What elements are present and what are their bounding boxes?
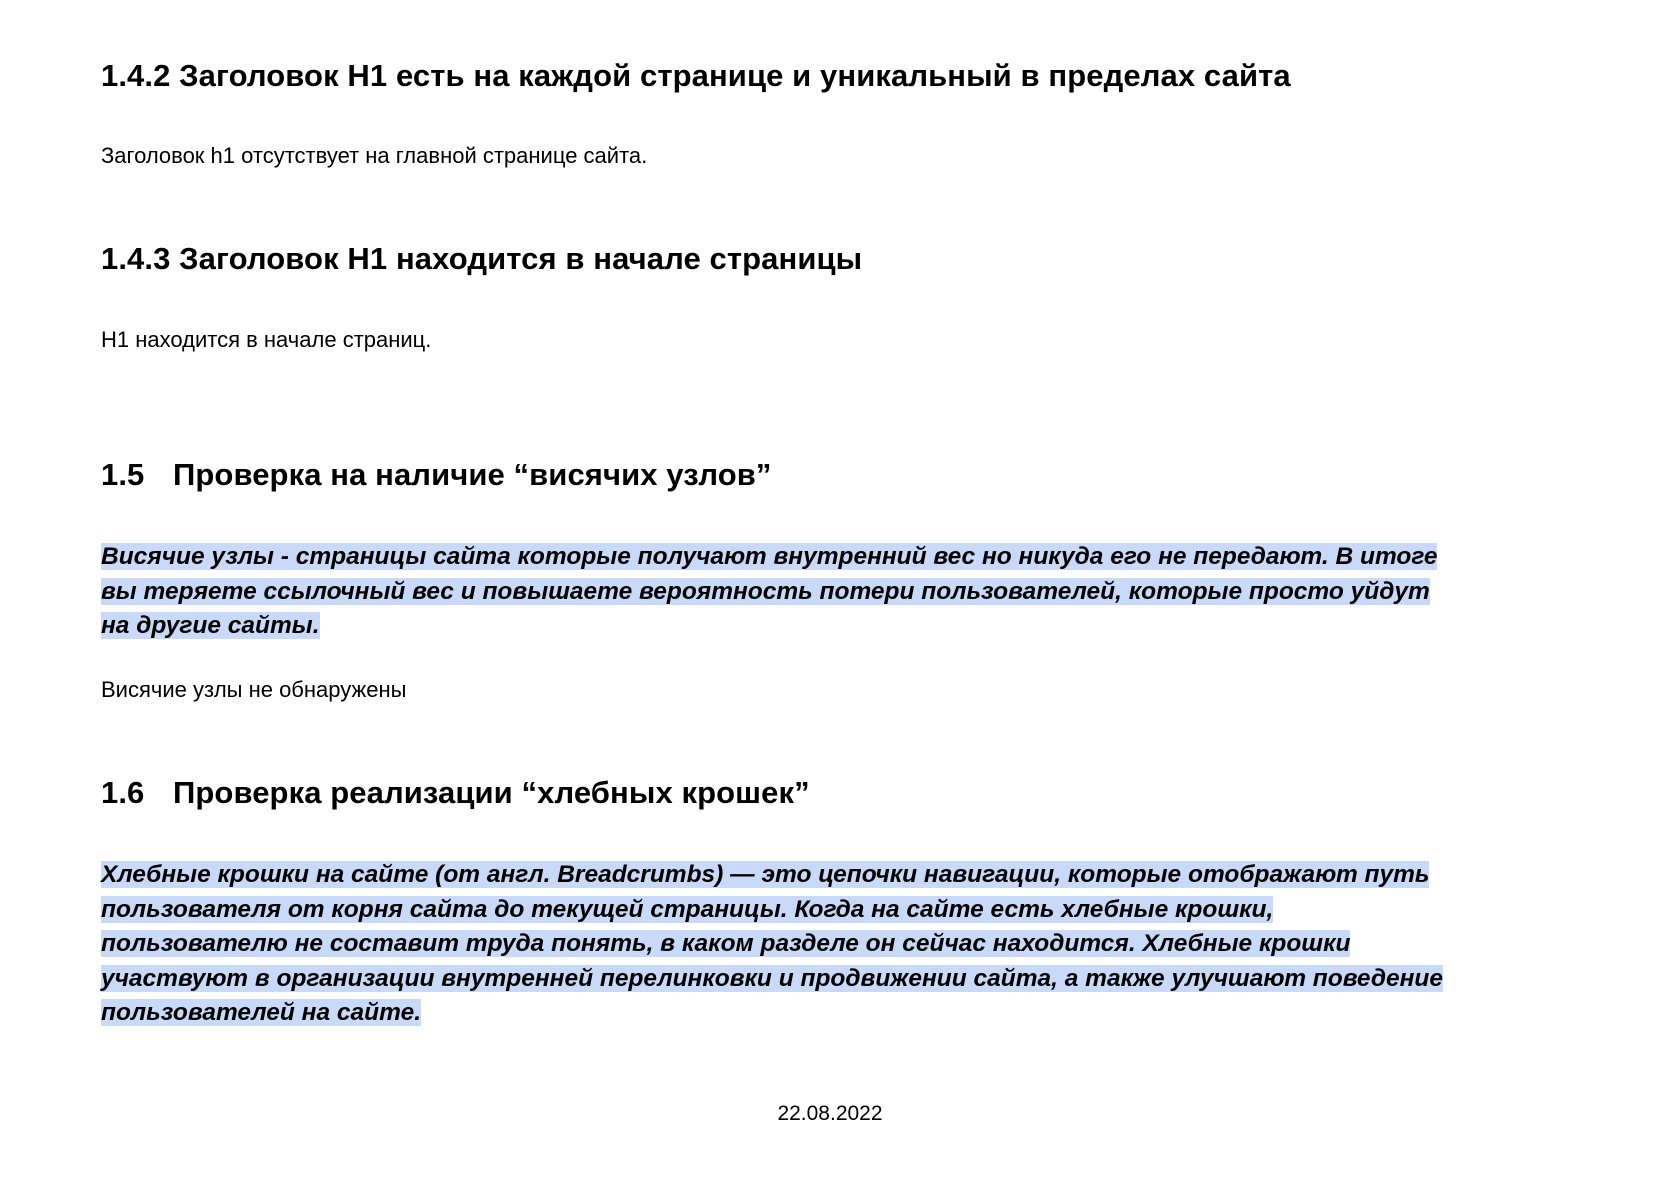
note-line: на другие сайты.	[101, 612, 320, 639]
text-1-4-2: Заголовок h1 отсутствует на главной странице сайта.	[101, 143, 648, 168]
note-breadcrumbs	[101, 858, 1581, 1031]
heading-1-6-number: 1.6	[101, 775, 145, 810]
heading-1-6-title: Проверка реализации “хлебных крошек”	[173, 775, 810, 810]
note-line: пользователю не составит труда понять, в каком разделе он сейчас находится. Хлебные крошки	[101, 930, 1351, 957]
note-line: пользователей на сайте.	[101, 999, 422, 1026]
note-line: участвуют в организации внутренней перелинковки и продвижении сайта, а также улучшают поведение	[101, 964, 1443, 992]
note-line: Висячие узлы - страницы сайта которые получают внутренний вес но никуда его не передают. В итоге	[101, 543, 1438, 570]
note-line: вы теряете ссылочный вес и повышаете вероятность потери пользователей, которые просто уйдут	[101, 577, 1430, 605]
note-line: пользователя от корня сайта до текущей страницы. Когда на сайте есть хлебные крошки,	[101, 895, 1274, 923]
footer-date: 22.08.2022	[777, 1102, 883, 1125]
note-line: Хлебные крошки на сайте (от англ. Breadcrumbs) — это цепочки навигации, которые отображают путь	[101, 861, 1430, 888]
text-1-4-3: H1 находится в начале страниц.	[101, 327, 432, 352]
heading-1-5	[101, 455, 772, 495]
heading-1-4-3: 1.4.3 Заголовок H1 находится в начале страницы	[101, 241, 863, 276]
heading-1-4-2: 1.4.2 Заголовок H1 есть на каждой странице и уникальный в пределах сайта	[101, 58, 1291, 93]
heading-1-5-number: 1.5	[101, 457, 145, 492]
heading-1-6	[101, 773, 810, 813]
text-1-5: Висячие узлы не обнаружены	[101, 677, 407, 702]
heading-1-5-title: Проверка на наличие “висячих узлов”	[173, 457, 772, 492]
note-dangling-nodes	[101, 540, 1581, 644]
